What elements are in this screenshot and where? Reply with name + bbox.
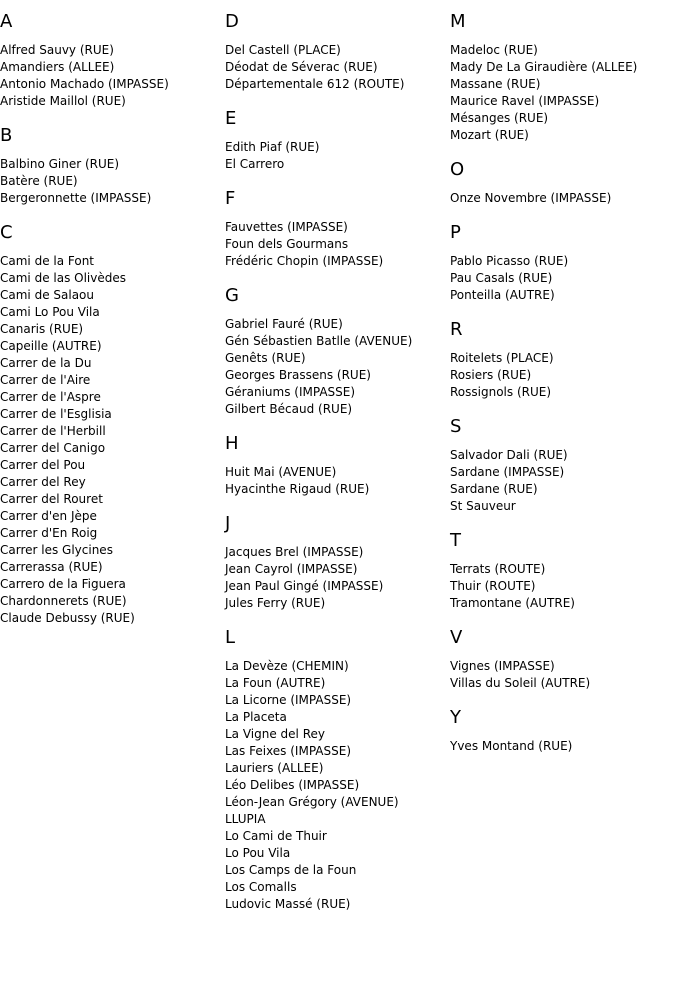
street-link[interactable]: Carrer del Pou (0, 458, 86, 472)
street-link[interactable]: Rosiers (RUE) (450, 368, 532, 382)
street-link[interactable]: Sardane (RUE) (450, 482, 538, 496)
letter-heading: L (225, 627, 236, 648)
street-link[interactable]: Jean Cayrol (IMPASSE) (225, 562, 358, 576)
street-link[interactable]: Léo Delibes (IMPASSE) (225, 778, 360, 792)
street-link[interactable]: Alfred Sauvy (RUE) (0, 43, 114, 57)
street-link[interactable]: Lauriers (ALLEE) (225, 761, 324, 775)
street-link[interactable]: Claude Debussy (RUE) (0, 611, 135, 625)
street-link[interactable]: Carrer de l'Aspre (0, 390, 101, 404)
street-link[interactable]: Foun dels Gourmans (225, 237, 349, 251)
street-link[interactable]: Balbino Giner (RUE) (0, 157, 120, 171)
letter-section-h (225, 433, 450, 498)
street-link[interactable]: La Licorne (IMPASSE) (225, 693, 352, 707)
street-link[interactable]: Bergeronnette (IMPASSE) (0, 191, 152, 205)
letter-section-c (0, 222, 225, 627)
street-link[interactable]: Léon-Jean Grégory (AVENUE) (225, 795, 399, 809)
street-link[interactable]: LLUPIA (225, 812, 266, 826)
street-link[interactable]: Carrero de la Figuera (0, 577, 126, 591)
street-link[interactable]: Carrer de la Du (0, 356, 92, 370)
street-list (225, 139, 450, 173)
letter-heading: J (225, 513, 231, 534)
street-list (225, 464, 450, 498)
letter-heading: T (450, 530, 461, 551)
street-link[interactable]: Carrer d'En Roig (0, 526, 98, 540)
street-list (450, 253, 675, 304)
letter-heading: B (0, 125, 13, 146)
street-link[interactable]: Salvador Dali (RUE) (450, 448, 568, 462)
street-link[interactable]: El Carrero (225, 157, 285, 171)
street-link[interactable]: Carrer del Canigo (0, 441, 106, 455)
street-link[interactable]: Los Comalls (225, 880, 297, 894)
letter-section-b (0, 125, 225, 207)
street-link[interactable]: Frédéric Chopin (IMPASSE) (225, 254, 384, 268)
street-link[interactable]: Déodat de Séverac (RUE) (225, 60, 378, 74)
street-link[interactable]: Mady De La Giraudière (ALLEE) (450, 60, 638, 74)
street-link[interactable]: Jean Paul Gingé (IMPASSE) (225, 579, 384, 593)
street-link[interactable]: Amandiers (ALLEE) (0, 60, 115, 74)
street-list (450, 738, 675, 755)
letter-section-t (450, 530, 675, 612)
letter-section-f (225, 188, 450, 270)
street-link[interactable]: Cami Lo Pou Vila (0, 305, 100, 319)
street-list (450, 658, 675, 692)
letter-section-s (450, 416, 675, 515)
street-list (0, 253, 225, 627)
street-link[interactable]: Tramontane (AUTRE) (450, 596, 575, 610)
letter-section-p (450, 222, 675, 304)
street-link[interactable]: Vignes (IMPASSE) (450, 659, 555, 673)
letter-section-v (450, 627, 675, 692)
street-link[interactable]: Rossignols (RUE) (450, 385, 552, 399)
street-link[interactable]: Yves Montand (RUE) (450, 739, 573, 753)
street-link[interactable]: Roitelets (PLACE) (450, 351, 554, 365)
street-list (450, 447, 675, 515)
street-link[interactable]: La Devèze (CHEMIN) (225, 659, 349, 673)
letter-heading: E (225, 108, 237, 129)
street-link[interactable]: Batère (RUE) (0, 174, 78, 188)
street-link[interactable]: Las Feixes (IMPASSE) (225, 744, 351, 758)
letter-heading: R (450, 319, 463, 340)
street-link[interactable]: Lo Pou Vila (225, 846, 291, 860)
letter-section-g (225, 285, 450, 418)
street-link[interactable]: Cami de las Olivèdes (0, 271, 126, 285)
street-link[interactable]: Géraniums (IMPASSE) (225, 385, 356, 399)
street-link[interactable]: Ponteilla (AUTRE) (450, 288, 555, 302)
letter-heading: O (450, 159, 465, 180)
street-link[interactable]: Mésanges (RUE) (450, 111, 549, 125)
street-column (225, 0, 450, 913)
street-link[interactable]: Jules Ferry (RUE) (225, 596, 326, 610)
street-link[interactable]: Canaris (RUE) (0, 322, 84, 336)
street-list (0, 156, 225, 207)
letter-section-a (0, 11, 225, 110)
letter-section-o (450, 159, 675, 207)
street-list (225, 42, 450, 93)
street-link[interactable]: Aristide Maillol (RUE) (0, 94, 126, 108)
street-link[interactable]: Thuir (ROUTE) (450, 579, 536, 593)
street-link[interactable]: La Vigne del Rey (225, 727, 325, 741)
street-column (0, 0, 225, 627)
street-link[interactable]: Carrer del Rey (0, 475, 86, 489)
letter-heading: H (225, 433, 239, 454)
letter-heading: V (450, 627, 463, 648)
street-link[interactable]: Carrer les Glycines (0, 543, 113, 557)
street-link[interactable]: Cami de la Font (0, 254, 95, 268)
street-link[interactable]: La Placeta (225, 710, 287, 724)
street-list (450, 190, 675, 207)
street-list (225, 219, 450, 270)
street-link[interactable]: Georges Brassens (RUE) (225, 368, 371, 382)
street-link[interactable]: Carrerassa (RUE) (0, 560, 103, 574)
street-link[interactable]: Maurice Ravel (IMPASSE) (450, 94, 600, 108)
street-link[interactable]: Carrer de l'Herbill (0, 424, 106, 438)
letter-heading: S (450, 416, 462, 437)
street-link[interactable]: Pau Casals (RUE) (450, 271, 553, 285)
letter-section-e (225, 108, 450, 173)
letter-section-m (450, 11, 675, 144)
street-link[interactable]: Antonio Machado (IMPASSE) (0, 77, 169, 91)
street-link[interactable]: Massane (RUE) (450, 77, 541, 91)
street-link[interactable]: St Sauveur (450, 499, 516, 513)
street-list (225, 544, 450, 612)
street-link[interactable]: Carrer de l'Aire (0, 373, 91, 387)
letter-section-j (225, 513, 450, 612)
street-list (450, 561, 675, 612)
street-link[interactable]: Edith Piaf (RUE) (225, 140, 320, 154)
street-link[interactable]: La Foun (AUTRE) (225, 676, 326, 690)
street-link[interactable]: Pablo Picasso (RUE) (450, 254, 569, 268)
street-link[interactable]: Jacques Brel (IMPASSE) (225, 545, 364, 559)
street-link[interactable]: Madeloc (RUE) (450, 43, 538, 57)
street-link[interactable]: Gabriel Fauré (RUE) (225, 317, 343, 331)
street-link[interactable]: Capeille (AUTRE) (0, 339, 102, 353)
street-link[interactable]: Lo Cami de Thuir (225, 829, 327, 843)
letter-heading: C (0, 222, 13, 243)
letter-section-y (450, 707, 675, 755)
street-link[interactable]: Carrer del Rouret (0, 492, 103, 506)
street-list (225, 658, 450, 913)
street-link[interactable]: Départementale 612 (ROUTE) (225, 77, 405, 91)
letter-section-d (225, 11, 450, 93)
street-link[interactable]: Fauvettes (IMPASSE) (225, 220, 348, 234)
street-link[interactable]: Genêts (RUE) (225, 351, 306, 365)
street-link[interactable]: Villas du Soleil (AUTRE) (450, 676, 591, 690)
street-column (450, 0, 675, 755)
letter-heading: F (225, 188, 236, 209)
street-link[interactable]: Carrer d'en Jèpe (0, 509, 97, 523)
street-link[interactable]: Onze Novembre (IMPASSE) (450, 191, 612, 205)
letter-heading: M (450, 11, 466, 32)
letter-heading: G (225, 285, 239, 306)
street-link[interactable]: Huit Mai (AVENUE) (225, 465, 337, 479)
street-link[interactable]: Gilbert Bécaud (RUE) (225, 402, 353, 416)
street-link[interactable]: Cami de Salaou (0, 288, 94, 302)
street-link[interactable]: Sardane (IMPASSE) (450, 465, 565, 479)
street-link[interactable]: Ludovic Massé (RUE) (225, 897, 351, 911)
street-link[interactable]: Gén Sébastien Batlle (AVENUE) (225, 334, 413, 348)
street-link[interactable]: Los Camps de la Foun (225, 863, 357, 877)
street-link[interactable]: Mozart (RUE) (450, 128, 529, 142)
street-list (450, 42, 675, 144)
letter-heading: Y (450, 707, 461, 728)
street-link[interactable]: Del Castell (PLACE) (225, 43, 341, 57)
letter-heading: D (225, 11, 239, 32)
letter-heading: A (0, 11, 13, 32)
letter-section-l (225, 627, 450, 913)
street-list (0, 42, 225, 110)
letter-section-r (450, 319, 675, 401)
street-list (450, 350, 675, 401)
street-link[interactable]: Chardonnerets (RUE) (0, 594, 127, 608)
street-link[interactable]: Hyacinthe Rigaud (RUE) (225, 482, 370, 496)
street-list (225, 316, 450, 418)
street-link[interactable]: Carrer de l'Esglisia (0, 407, 112, 421)
letter-heading: P (450, 222, 461, 243)
street-link[interactable]: Terrats (ROUTE) (450, 562, 546, 576)
